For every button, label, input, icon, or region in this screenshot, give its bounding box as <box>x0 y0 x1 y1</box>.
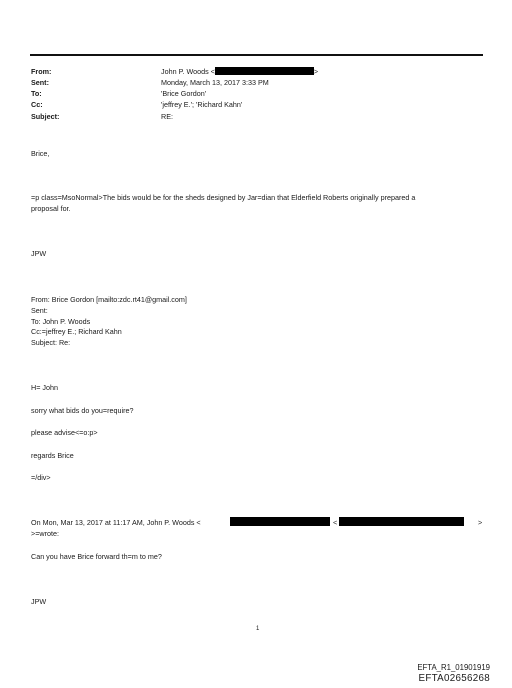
quoted-sent: Sent: <box>31 306 48 315</box>
from-label: From: <box>31 67 52 76</box>
quoted-hi: H= John <box>31 383 58 392</box>
quoted-line-3: regards Brice <box>31 451 74 460</box>
body-line-1: =p class=MsoNormal>The bids would be for the sheds designed by Jar=dian that Elderfield Roberts originally prepared a <box>31 193 416 202</box>
on-date-line: On Mon, Mar 13, 2017 at 11:17 AM, John P. Woods < <box>31 518 201 527</box>
quoted-line-1: sorry what bids do you=require? <box>31 406 134 415</box>
quoted-ask: Can you have Brice forward th=m to me? <box>31 552 162 561</box>
body-line-2: proposal for. <box>31 204 71 213</box>
to-label: To: <box>31 89 42 98</box>
signature-2: JPW <box>31 597 47 606</box>
quoted-line-4: =/div> <box>31 473 51 482</box>
bates-number-2: EFTA02656268 <box>418 673 490 684</box>
subject-label: Subject: <box>31 112 60 121</box>
quoted-line-2: please advise<=o:p> <box>31 428 98 437</box>
redaction-bar <box>215 67 314 75</box>
quoted-cc: Cc:=jeffrey E.; Richard Kahn <box>31 327 122 336</box>
on-gt: > <box>478 518 483 527</box>
from-name: John P. Woods < <box>161 67 215 76</box>
on-lt: < <box>333 518 338 527</box>
to-value: 'Brice Gordon' <box>161 89 207 98</box>
cc-value: 'jeffrey E.'; 'Richard Kahn' <box>161 100 243 109</box>
from-value <box>161 67 318 76</box>
header-rule <box>30 54 483 56</box>
greeting: Brice, <box>31 149 50 158</box>
sent-value: Monday, March 13, 2017 3:33 PM <box>161 78 269 87</box>
from-close: > <box>313 67 319 76</box>
redaction-bar <box>230 517 330 526</box>
wrote-line: >=wrote: <box>31 529 59 538</box>
subject-value: RE: <box>161 112 173 121</box>
signature-1: JPW <box>31 249 47 258</box>
page-number: 1 <box>256 626 260 632</box>
bates-number-1: EFTA_R1_01901919 <box>417 663 490 672</box>
quoted-from: From: Brice Gordon [mailto:zdc.rt41@gmail.com] <box>31 295 187 304</box>
sent-label: Sent: <box>31 78 49 87</box>
redaction-bar <box>339 517 464 526</box>
quoted-subject: Subject: Re: <box>31 338 71 347</box>
quoted-to: To: John P. Woods <box>31 317 91 326</box>
cc-label: Cc: <box>31 100 43 109</box>
